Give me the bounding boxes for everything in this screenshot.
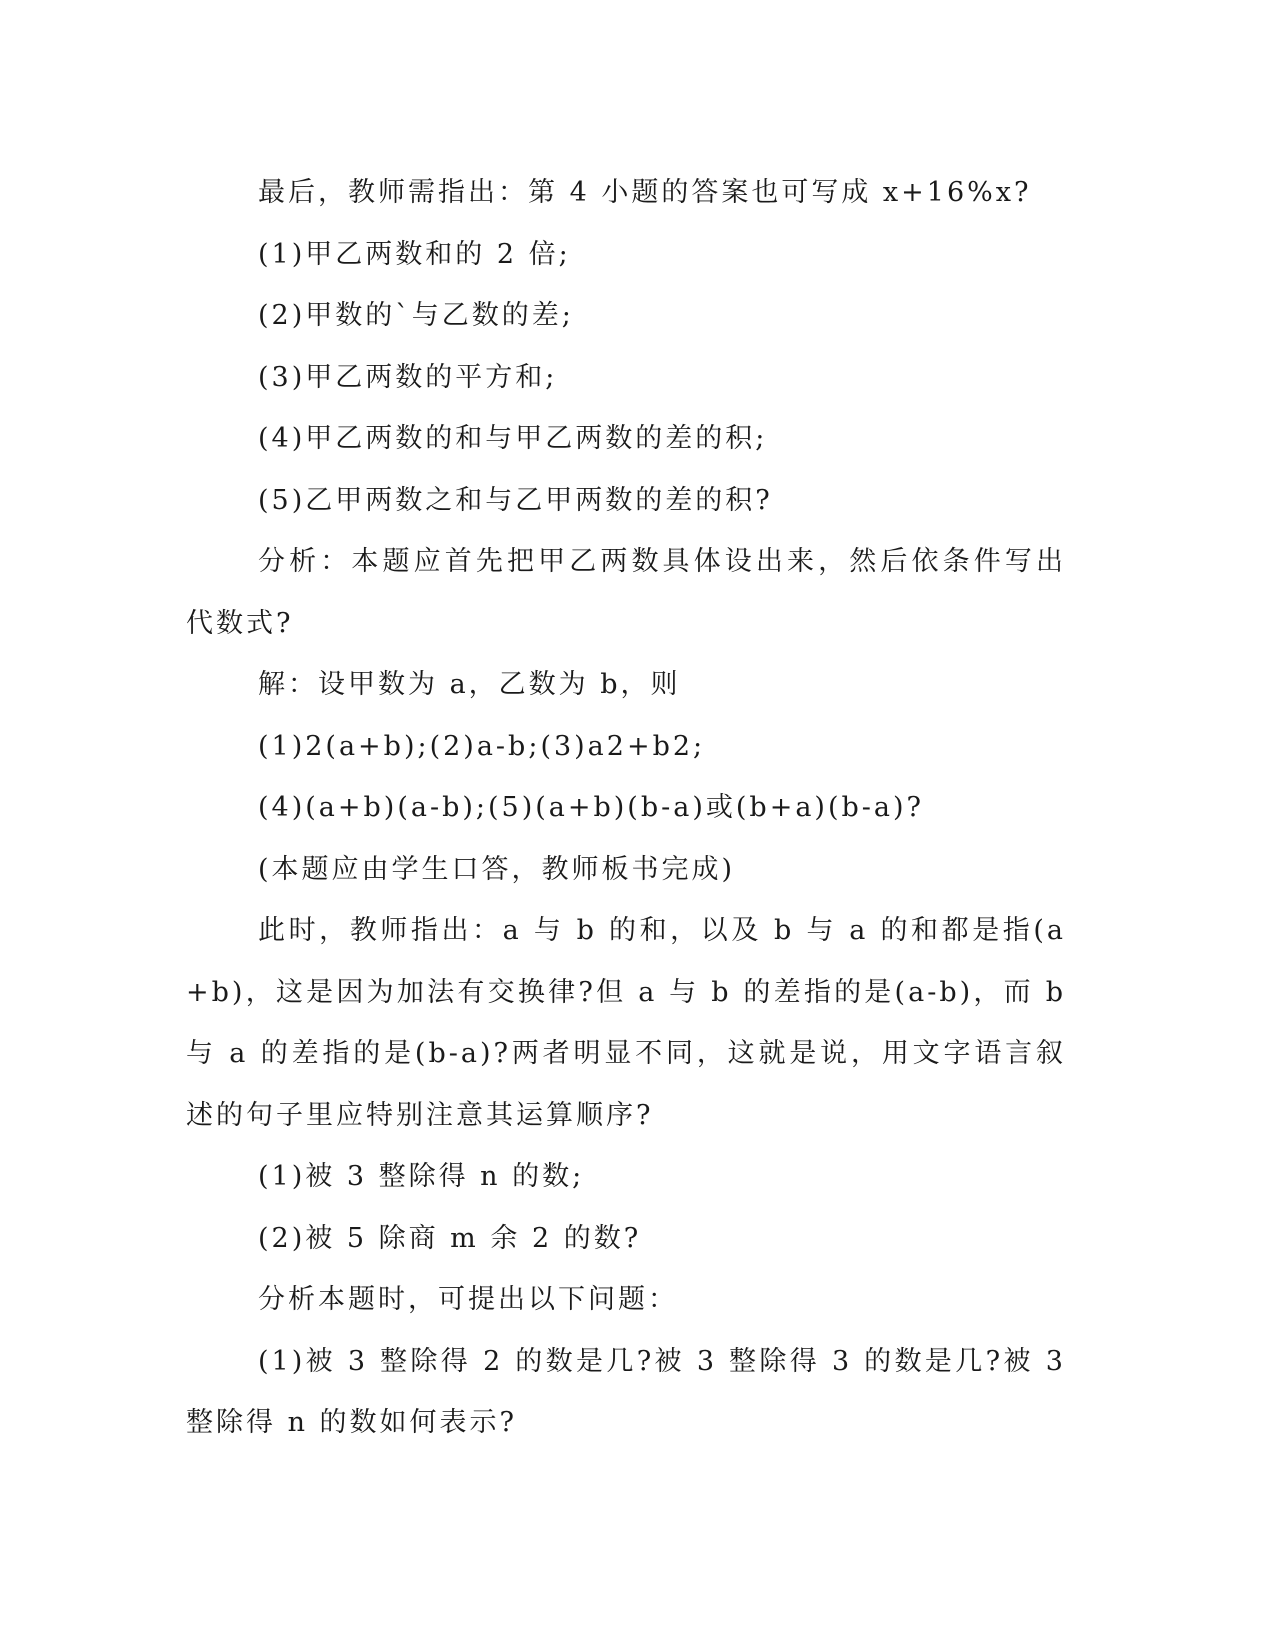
paragraph-analysis-prompt: 分析本题时，可提出以下问题： [258, 1284, 678, 1315]
question-item-remainder: (2)被 5 除商 m 余 2 的数? [258, 1222, 642, 1254]
paragraph-teacher-note: 最后，教师需指出：第 4 小题的答案也可写成 x+16%x? [258, 177, 1032, 208]
paragraph-analysis: 分析：本题应首先把甲乙两数具体设出来，然后依条件写出代数式? [186, 546, 1066, 639]
question-item-divisible: (1)被 3 整除得 n 的数; [258, 1161, 585, 1192]
question-item-guided: (1)被 3 整除得 2 的数是几?被 3 整除得 3 的数是几?被 3 整除得 n 的数如何表示? [186, 1345, 1066, 1438]
solution-line-2: (4)(a+b)(a-b);(5)(a+b)(b-a)或(b+a)(b-a)? [258, 792, 924, 823]
question-item-5: (5)乙甲两数之和与乙甲两数的差的积? [258, 484, 773, 516]
paragraph-explanation: 此时，教师指出：a 与 b 的和，以及 b 与 a 的和都是指(a+b)，这是因为加法有交换律?但 a 与 b 的差指的是(a-b)，而 b 与 a 的差指的是(b-a)?两者明显不同，这就是说，用文字语言叙述的句子里应特别注意其运算顺序? [186, 915, 1066, 1131]
paragraph-remark: (本题应由学生口答，教师板书完成) [258, 853, 736, 885]
solution-line-1: (1)2(a+b);(2)a-b;(3)a2+b2; [258, 730, 706, 762]
paragraph-solution-intro: 解：设甲数为 a，乙数为 b，则 [258, 669, 681, 700]
question-item-4: (4)甲乙两数的和与甲乙两数的差的积; [258, 423, 768, 454]
question-item-3: (3)甲乙两数的平方和; [258, 361, 558, 393]
question-item-1: (1)甲乙两数和的 2 倍; [258, 238, 571, 270]
question-item-2: (2)甲数的`与乙数的差; [258, 300, 574, 331]
document-body [186, 162, 1066, 1454]
